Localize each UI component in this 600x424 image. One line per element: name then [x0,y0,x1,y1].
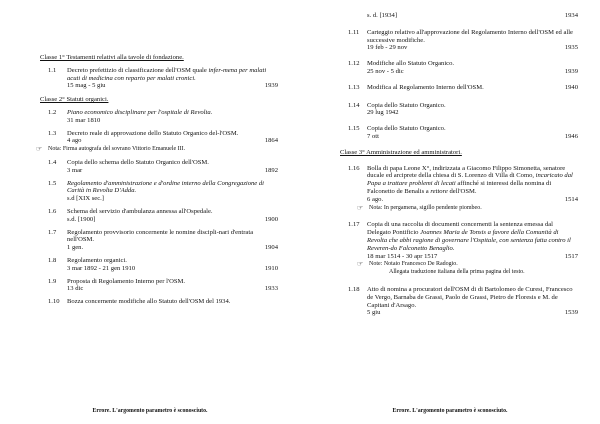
entry-number: 1.12 [348,60,360,68]
entry-1-8 [40,257,278,273]
entry-text: Decreto reale di approvazione dello Statuto Organico del-l'OSM. [67,129,239,137]
entry-number: 1.4 [48,158,57,166]
entry-date-row [67,167,278,175]
entry-text-row [367,84,578,92]
entry-text-italic: incaricato dal Papa a trattare problemi di lecati [367,172,573,188]
entry-date-row [367,133,578,141]
hand-pointer-icon: ☞ [357,203,364,212]
entry-number: 1.10 [48,298,60,306]
entry-1-11 [340,29,578,52]
entry-date: 3 mar 1892 - 21 gen 1910 [67,264,136,272]
entry-text-plain: Bolla di papa Leone X°, indirizzata a Giacomo Filippo Simonetta, senatore ducale ed arciprete della chiesa di S. Lorenzo di Villa di Como, [367,164,566,180]
hand-pointer-icon: ☞ [36,145,43,154]
page-footer: Errore. L'argomento parametro è sconosciuto. [92,408,208,415]
entry-date-row [367,109,578,117]
entry-text: Copia dello Statuto Organico. [367,101,446,109]
entry-date: 13 dic [67,285,84,293]
entry-date-row [367,196,578,204]
entry-text: Regolamento provvisorio concernente le nomine discipli-nari d'entrata nell'OSM. [67,228,254,244]
entry-number: 1.3 [48,129,57,137]
entry-date: 31 mar 1810 [67,116,101,124]
entry-text: Schema del servizio d'ambulanza annessa all'Ospedale. [67,207,213,215]
entry-date-row [367,68,578,76]
entry-text-italic: Regolamento d'amministrazione e d'ordine interno della Congregazione di Carità in Revolta D'Adda. [67,179,265,195]
entry-date: s.d. [1900] [67,215,96,223]
entry-date-row [367,253,578,261]
entry-number: 1.14 [348,101,360,109]
entry-1-14 [340,102,578,118]
entry-number: 1.6 [48,207,57,215]
entry-number: 1.9 [48,277,57,285]
entry-text [67,180,278,196]
entry-text [67,109,278,117]
entry-date: 19 feb - 29 nov [367,44,408,52]
entry-date: 4 ago [67,137,82,145]
entry-date-row [67,285,278,293]
left-content [36,54,278,306]
class-3-title: Classe 3° Amministrazione ed amministratori. [340,148,462,156]
entry-text: Copia dello Statuto Organico. [367,125,446,133]
entry-date-row [67,216,278,224]
continued-date-row [340,12,578,20]
entry-note [357,205,578,213]
class-2-title: Classe 2° Statuti organici. [40,96,109,104]
entry-date: s.d [XIX sec.] [67,195,104,203]
entry-date-row [367,309,578,317]
entry-1-13 [340,84,578,92]
entry-1-16 [340,165,578,213]
entry-1-10 [40,298,278,306]
entry-number: 1.13 [348,83,360,91]
entry-1-15 [340,125,578,141]
entry-year: 1904 [264,244,278,252]
entry-date-row [67,137,278,145]
entry-year: 1939 [564,67,578,75]
entry-date: s. d. [1934] [367,12,398,19]
note-text: Nota: In pergamena, sigillo pendente piombeo. [369,204,482,211]
entry-date: 6 ago. [367,195,384,203]
entry-number: 1.2 [48,108,57,116]
note-subline: Allegata traduzione italiana della prima pagina del testo. [389,269,525,276]
entry-text-italic: rettore [430,187,448,195]
entry-date: 25 nov - 5 dic [367,67,404,75]
entry-number: 1.11 [348,28,360,36]
entry-year: 1934 [564,12,578,19]
entry-date-row [67,244,278,252]
entry-1-7 [40,229,278,252]
entry-year: 1910 [264,264,278,272]
entry-text: Bozza concernente modifiche allo Statuto dell'OSM del 1934. [67,298,231,306]
entry-text: Carteggio relativo all'approvazione del Regolamento Interno dell'OSM ed alle successive modifiche. [367,28,573,44]
entry-text-plain: Copia di una raccolta di documenti concernenti la sentenza emessa dal Delegato Pontificio [367,221,554,237]
entry-year: 1939 [264,82,278,90]
entry-text: Regolamento organici. [67,256,127,264]
entry-1-1 [40,67,278,90]
entry-year: 1935 [564,44,578,52]
entry-text-italic: Piano economico disciplinare per l'ospitale di Revolta. [67,108,213,116]
entry-text-italic: infer-mena per malati acuti di medicina con reparto per malati cronici. [67,66,267,82]
entry-year: 1900 [264,215,278,223]
entry-year: 1940 [564,83,578,91]
entry-year: 1514 [564,195,578,203]
entry-date: 29 lug 1942 [367,109,399,117]
right-content [340,12,578,317]
entry-note [36,146,278,154]
hand-pointer-icon: ☞ [357,260,364,269]
entry-text: Atto di nomina a procuratori dell'OSM di di Bartolomeo de Curesi, Francesco de Vergo, Barnaba de Grassi, Paolo de Grassi, Pietro de Floresis e M. de Capitani d'Arsago. [367,285,573,309]
entry-text: Modifiche allo Statuto Organico. [367,60,455,68]
entry-text-plain: Decreto prefettizio di classificazione dell'OSM quale [67,66,209,74]
entry-date: 18 mar 1514 - 30 apr 1517 [367,252,438,260]
entry-date-row [67,265,278,273]
entry-year: 1864 [264,137,278,145]
note-text: Nota: Firma autografa del sovrano Vittorio Emanuele III. [48,146,186,153]
entry-1-3 [40,130,278,146]
entry-1-17 [340,221,578,277]
entry-number: 1.8 [48,256,57,264]
right-page [300,0,600,424]
entry-number: 1.15 [348,125,360,133]
entry-note [357,261,578,269]
entry-year: 1892 [264,166,278,174]
page-footer: Errore. L'argomento parametro è sconosciuto. [392,408,508,415]
entry-text: Modifica al Regolamento Interno dell'OSM. [367,83,484,91]
entry-date-row [67,195,278,203]
entry-number: 1.7 [48,228,57,236]
entry-number: 1.1 [48,66,57,74]
entry-text-plain: dell'OSM. [447,187,477,195]
entry-number: 1.16 [348,164,360,172]
entry-date: 5 giu [367,309,381,317]
entry-1-12 [340,60,578,76]
entry-1-6 [40,208,278,224]
entry-text-italic: Joannes Maria de Tonsis a favore della Comunità di Revolta che abbi ragione di governare l'Ospitale, con sentenza fatta contro il Reveren-do Falconetto Benaglio. [367,229,571,252]
entry-1-5 [40,180,278,203]
entry-date: 7 ott [367,132,379,140]
note-text: Note: Notaio Francesco De Radogio. [369,261,458,268]
entry-date-row [367,44,578,52]
entry-1-4 [40,159,278,175]
entry-text: Proposta di Regolamento Interno per l'OSM. [67,277,186,285]
entry-date: 3 mar [67,166,83,174]
entry-text [67,67,278,83]
entry-date-row [67,82,278,90]
entry-text-plain: affinché si interessi della nomina di Falconetto de Benalis a [367,180,552,195]
entry-1-9 [40,278,278,294]
entry-text [367,165,578,196]
entry-year: 1933 [264,285,278,293]
entry-year: 1946 [564,132,578,140]
entry-number: 1.5 [48,179,57,187]
entry-number: 1.18 [348,285,360,293]
entry-number: 1.17 [348,221,360,229]
entry-year: 1539 [564,309,578,317]
entry-year: 1517 [564,252,578,260]
entry-text: Copia dello schema dello Statuto Organico dell'OSM. [67,158,209,166]
entry-1-2 [40,109,278,125]
entry-date: 1 gen. [67,244,84,252]
entry-date: 15 mag - 5 giu [67,82,106,90]
entry-text [367,221,578,252]
entry-1-18 [340,286,578,317]
entry-date-row [67,117,278,125]
class-1-title: Classe 1° Testamenti relativi alla tavole di fondazione. [40,54,184,61]
